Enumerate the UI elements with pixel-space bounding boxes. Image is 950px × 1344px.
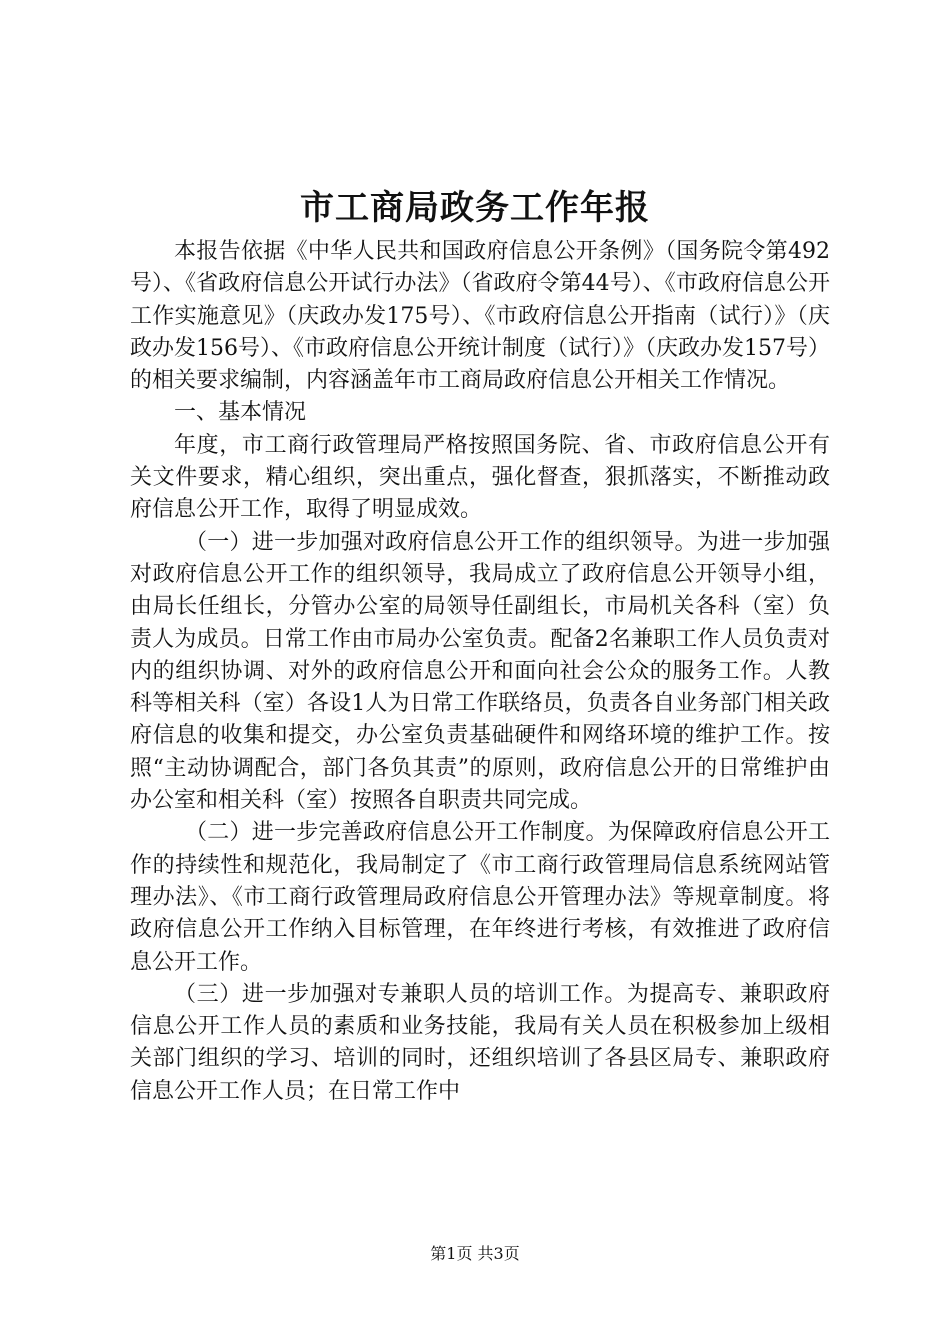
paragraph-training: （三）进一步加强对专兼职人员的培训工作。为提高专、兼职政府信息公开工作人员的素质和业务技能，我局有关人员在积极参加上级相关部门组织的学习、培训的同时，还组织培训了各县区局专、兼职政府信息公开工作人员；在日常工作中 xyxy=(130,981,830,1104)
paragraph-system: （二）进一步完善政府信息公开工作制度。为保障政府信息公开工作的持续性和规范化，我局制定了《市工商行政管理局信息系统网站管理办法》、《市工商行政管理局政府信息公开管理办法》等规章制度。将政府信息公开工作纳入目标管理，在年终进行考核，有效推进了政府信息公开工作。 xyxy=(130,820,830,975)
paragraph-organization: （一）进一步加强对政府信息公开工作的组织领导。为进一步加强对政府信息公开工作的组织领导，我局成立了政府信息公开领导小组，由局长任组长，分管办公室的局领导任副组长，市局机关各科（室）负责人为成员。日常工作由市局办公室负责。配备2名兼职工作人员负责对内的组织协调、对外的政府信息公开和面向社会公众的服务工作。人教科等相关科（室）各设1人为日常工作联络员，负责各自业务部门相关政府信息的收集和提交，办公室负责基础硬件和网络环境的维护工作。按照“主动协调配合，部门各负其责”的原则，政府信息公开的日常维护由办公室和相关科（室）按照各自职责共同完成。 xyxy=(130,529,830,814)
document-body xyxy=(130,236,830,1108)
paragraph-overview: 年度，市工商行政管理局严格按照国务院、省、市政府信息公开有关文件要求，精心组织，突出重点，强化督查，狠抓落实，不断推动政府信息公开工作，取得了明显成效。 xyxy=(130,432,830,523)
document-title: 市工商局政务工作年报 xyxy=(300,188,650,228)
section-heading-basic-situation: 一、基本情况 xyxy=(174,400,307,426)
page-footer: 第1页 共3页 xyxy=(430,1244,520,1263)
paragraph-intro: 本报告依据《中华人民共和国政府信息公开条例》（国务院令第492号）、《省政府信息公开试行办法》（省政府令第44号）、《市政府信息公开工作实施意见》（庆政办发175号）、《市政府信息公开指南（试行）》（庆政办发156号）、《市政府信息公开统计制度（试行）》（庆政办发157号）的相关要求编制，内容涵盖年市工商局政府信息公开相关工作情况。 xyxy=(130,239,830,394)
